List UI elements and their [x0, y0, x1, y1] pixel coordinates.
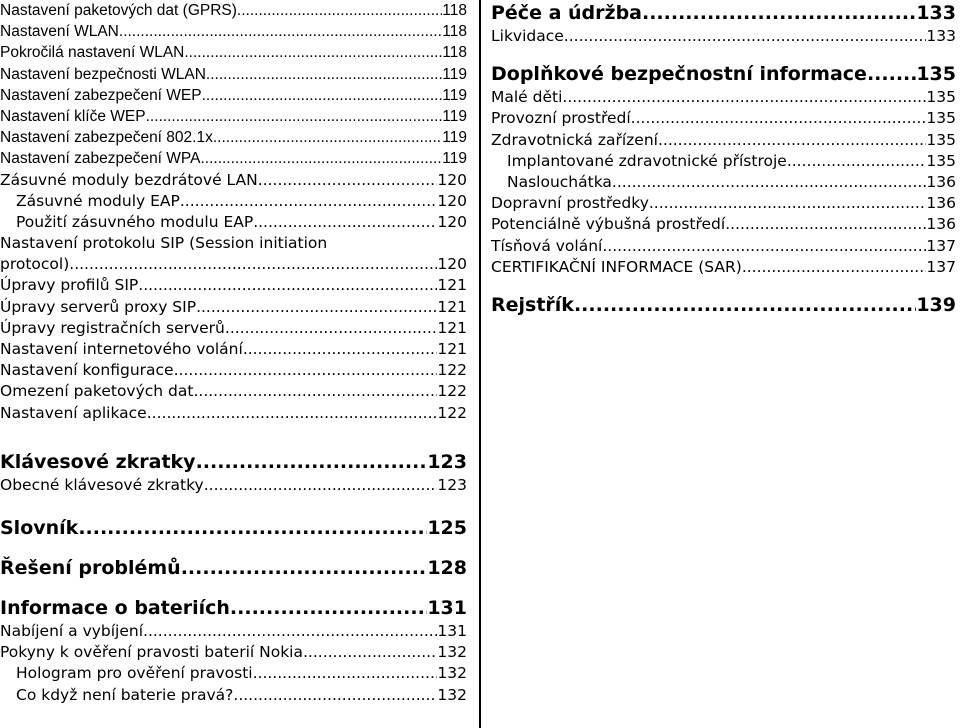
toc-entry[interactable]: [0, 106, 467, 127]
toc-entry-page: 136: [926, 194, 956, 213]
dot-leader: [562, 87, 926, 108]
toc-entry-page: 135: [926, 151, 956, 170]
toc-entry[interactable]: [0, 127, 467, 148]
dot-leader: [184, 42, 442, 63]
dot-leader: [174, 360, 438, 381]
toc-entry-title: Nastavení bezpečnosti WLAN: [0, 65, 206, 83]
dot-leader: [196, 449, 428, 475]
toc-entry-title: Použití zásuvného modulu EAP: [16, 212, 254, 231]
toc-entry-title: Nastavení klíče WEP: [0, 107, 146, 125]
dot-leader: [78, 515, 427, 541]
sip-entries: [0, 233, 467, 424]
toc-entry-title: Doplňkové bezpečnostní informace: [491, 63, 867, 86]
dot-leader: [649, 193, 927, 214]
toc-entry-page: 121: [437, 297, 467, 316]
toc-entry-page: 131: [427, 596, 467, 619]
dot-leader: [867, 61, 916, 87]
toc-heading[interactable]: [491, 0, 956, 26]
toc-entry[interactable]: [0, 21, 467, 42]
toc-entry-page: 137: [926, 236, 956, 255]
toc-entry[interactable]: [0, 685, 467, 706]
toc-entry-page: 136: [926, 172, 956, 191]
toc-entry[interactable]: [0, 170, 467, 191]
toc-right-column: [491, 0, 956, 318]
dot-leader: [233, 685, 437, 706]
toc-entry-page: 122: [437, 382, 467, 401]
toc-entry-title: Slovník: [0, 516, 79, 539]
toc-entry-page: 118: [442, 23, 467, 41]
index-section: [491, 292, 956, 318]
toc-left-column: [0, 0, 467, 706]
toc-entry-page: 135: [916, 63, 956, 86]
toc-entry-title: Úpravy profilů SIP: [0, 276, 139, 295]
column-divider: [479, 0, 481, 728]
toc-heading[interactable]: [0, 449, 467, 475]
toc-entry-title: Informace o bateriích: [0, 596, 230, 619]
wlan-entries: [0, 0, 467, 233]
toc-entry[interactable]: [491, 257, 956, 278]
toc-entry[interactable]: [491, 151, 956, 172]
toc-entry[interactable]: [0, 85, 467, 106]
battery-section: [0, 595, 467, 706]
toc-entry[interactable]: [491, 236, 956, 257]
toc-entry-page: 119: [442, 129, 467, 147]
toc-entry[interactable]: [0, 475, 467, 496]
toc-entry[interactable]: [0, 360, 467, 381]
toc-entry-title: Pokročilá nastavení WLAN: [0, 44, 185, 62]
toc-entry-page: 123: [427, 450, 467, 473]
toc-entry-page: 118: [442, 2, 467, 19]
toc-entry-page: 120: [437, 212, 467, 231]
toc-entry[interactable]: [491, 130, 956, 151]
toc-entry[interactable]: [491, 214, 956, 235]
toc-heading[interactable]: [491, 61, 956, 87]
dot-leader: [658, 130, 926, 151]
toc-entry-page: 133: [926, 27, 956, 45]
toc-entry-page: 119: [442, 86, 467, 104]
toc-entry-title: Nastavení zabezpečení WEP: [0, 86, 202, 104]
dot-leader: [564, 26, 927, 47]
toc-entry-title: Nastavení zabezpečení WPA: [0, 150, 201, 168]
toc-entry-title: protocol): [0, 255, 70, 274]
toc-entry-title: Likvidace: [491, 27, 564, 45]
toc-entry-page: 133: [916, 2, 956, 24]
toc-entry-title: Zásuvné moduly bezdrátové LAN: [0, 170, 258, 189]
dot-leader: [243, 339, 438, 360]
toc-entry-title: Nastavení WLAN: [0, 23, 119, 41]
dot-leader: [138, 275, 437, 296]
toc-entry-page: 132: [437, 664, 467, 683]
dot-leader: [206, 64, 442, 85]
toc-entry-page: 121: [437, 318, 467, 337]
toc-entry[interactable]: [491, 108, 956, 129]
dot-leader: [253, 663, 438, 684]
dot-leader: [146, 106, 443, 127]
toc-entry[interactable]: [0, 297, 467, 318]
dot-leader: [147, 403, 438, 424]
toc-entry-page: 132: [437, 685, 467, 704]
dot-leader: [225, 318, 438, 339]
toc-heading[interactable]: [0, 595, 467, 621]
toc-entry-page: 119: [442, 65, 467, 83]
dot-leader: [612, 172, 927, 193]
dot-leader: [787, 151, 927, 172]
toc-entry-title: Úpravy registračních serverů: [0, 318, 225, 337]
toc-entry[interactable]: [0, 318, 467, 339]
toc-heading[interactable]: [491, 292, 956, 318]
toc-entry-page: 139: [916, 293, 956, 316]
toc-entry-title: Malé děti: [491, 88, 563, 107]
toc-entry-page: 119: [442, 107, 467, 125]
toc-entry[interactable]: [0, 212, 467, 233]
toc-entry-page: 135: [926, 88, 956, 107]
dot-leader: [725, 214, 926, 235]
toc-entry-title: Naslouchátka: [507, 172, 612, 191]
dot-leader: [574, 292, 916, 318]
dot-leader: [631, 108, 927, 129]
toc-entry-title: Nastavení zabezpečení 802.1x: [0, 129, 213, 147]
toc-entry-page: 128: [427, 556, 467, 579]
toc-entry[interactable]: [0, 663, 467, 684]
toc-entry-title: Zdravotnická zařízení: [491, 130, 658, 149]
toc-entry-title: CERTIFIKAČNÍ INFORMACE (SAR): [491, 257, 742, 276]
toc-entry-title: Úpravy serverů proxy SIP: [0, 297, 197, 316]
toc-entry-page: 120: [437, 191, 467, 210]
dot-leader: [303, 642, 437, 663]
dot-leader: [193, 381, 437, 402]
dot-leader: [642, 0, 916, 26]
toc-entry-title: Klávesové zkratky: [0, 450, 196, 473]
toc-heading[interactable]: [0, 555, 467, 581]
toc-entry-page: 122: [437, 361, 467, 380]
dot-leader: [237, 0, 442, 21]
dot-leader: [180, 191, 438, 212]
dot-leader: [196, 297, 437, 318]
toc-entry-title: Dopravní prostředky: [491, 194, 649, 213]
toc-entry[interactable]: [0, 254, 467, 275]
toc-entry-page: 136: [926, 215, 956, 234]
toc-entry-title: Hologram pro ověření pravosti: [16, 664, 253, 683]
dot-leader: [258, 170, 438, 191]
toc-entry[interactable]: [491, 172, 956, 193]
toc-entry[interactable]: [491, 87, 956, 108]
dot-leader: [213, 127, 442, 148]
toc-entry-title: Provozní prostředí: [491, 109, 631, 128]
toc-entry-title: Nastavení paketových dat (GPRS): [0, 2, 237, 19]
toc-entry-page: 120: [437, 170, 467, 189]
toc-entry[interactable]: [0, 42, 467, 63]
toc-entry-title: Nastavení internetového volání: [0, 340, 243, 358]
toc-entry[interactable]: [0, 64, 467, 85]
glossary-section: [0, 515, 467, 541]
toc-entry-page: 132: [437, 643, 467, 662]
toc-entry[interactable]: [0, 621, 467, 642]
dot-leader: [119, 21, 442, 42]
toc-heading[interactable]: [0, 515, 467, 541]
toc-entry-page: 123: [437, 475, 467, 494]
toc-entry-title: Co když není baterie pravá?: [16, 685, 234, 704]
toc-entry-title: Implantované zdravotnické přístroje: [507, 151, 787, 170]
toc-entry[interactable]: [0, 233, 467, 254]
toc-entry-page: 125: [427, 516, 467, 539]
toc-entry-page: 118: [442, 44, 467, 62]
toc-entry-page: 122: [437, 403, 467, 422]
dot-leader: [230, 595, 427, 621]
safety-section: [491, 61, 956, 278]
troubleshooting-section: [0, 555, 467, 581]
dot-leader: [253, 212, 437, 233]
dot-leader: [181, 555, 428, 581]
toc-entry-title: Omezení paketových dat: [0, 382, 194, 401]
toc-entry-title: Zásuvné moduly EAP: [16, 191, 180, 210]
toc-entry-page: 121: [437, 340, 467, 358]
toc-entry[interactable]: [0, 275, 467, 296]
toc-entry[interactable]: [0, 148, 467, 169]
toc-entry-page: 121: [437, 276, 467, 295]
toc-entry-page: 131: [437, 621, 467, 640]
dot-leader: [602, 236, 926, 257]
shortcuts-section: [0, 449, 467, 496]
toc-entry[interactable]: [0, 403, 467, 424]
toc-entry-title: Rejstřík: [491, 293, 574, 316]
toc-entry-page: 120: [437, 255, 467, 274]
toc-entry[interactable]: [491, 26, 956, 47]
care-section: [491, 0, 956, 47]
toc-entry-title: Nastavení konfigurace: [0, 361, 174, 380]
toc-entry-title: Péče a údržba: [491, 2, 642, 24]
dot-leader: [742, 257, 927, 278]
toc-entry-page: 119: [442, 150, 467, 168]
toc-entry-page: 137: [926, 257, 956, 276]
toc-entry-page: 135: [926, 130, 956, 149]
dot-leader: [202, 85, 443, 106]
toc-entry[interactable]: [0, 339, 467, 360]
toc-entry-title: Obecné klávesové zkratky: [0, 475, 204, 494]
dot-leader: [143, 621, 437, 642]
toc-entry-title: Nastavení aplikace: [0, 403, 147, 422]
toc-entry[interactable]: [0, 381, 467, 402]
toc-entry[interactable]: [0, 642, 467, 663]
dot-leader: [69, 254, 437, 275]
toc-entry-title: Pokyny k ověření pravosti baterií Nokia: [0, 643, 303, 662]
dot-leader: [200, 148, 442, 169]
toc-entry-title: Řešení problémů: [0, 556, 181, 579]
toc-entry-title: Nastavení protokolu SIP (Session initiation: [0, 234, 328, 253]
dot-leader: [204, 475, 438, 496]
toc-entry-title: Potenciálně výbušná prostředí: [491, 215, 726, 234]
toc-entry-page: 135: [926, 109, 956, 128]
toc-entry[interactable]: [491, 193, 956, 214]
toc-entry-title: Nabíjení a vybíjení: [0, 621, 144, 640]
toc-entry-title: Tísňová volání: [491, 236, 603, 255]
toc-entry[interactable]: [0, 0, 467, 21]
toc-entry[interactable]: [0, 191, 467, 212]
